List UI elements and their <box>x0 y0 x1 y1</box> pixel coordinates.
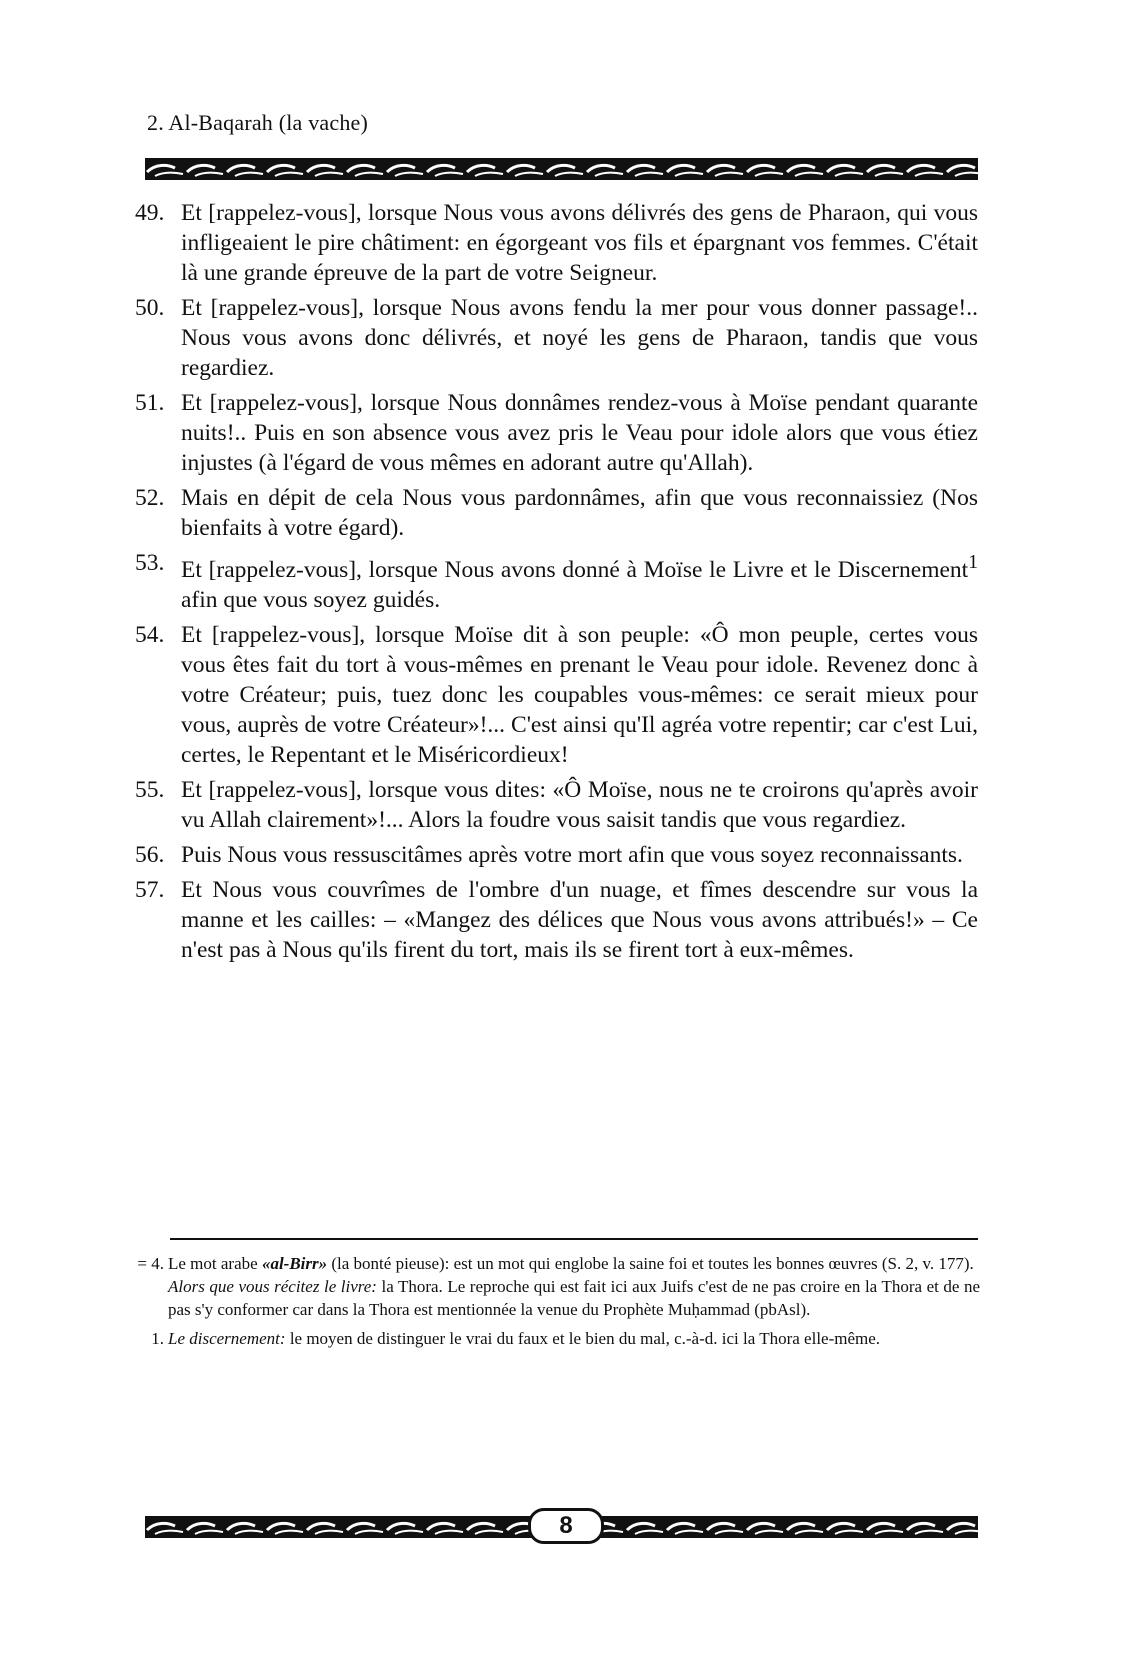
verse-number: 49. <box>135 200 165 226</box>
verse-number: 51. <box>135 390 165 416</box>
verse-text: Et Nous vous couvrîmes de l'ombre d'un nuage, et fîmes descendre sur vous la manne et les cailles: – «Mangez des délices que Nous vous avons attribués!» – Ce n'est pas à Nous qu'ils firent du tort, mais ils se firent tort à eux-mêmes. <box>181 876 978 963</box>
verse <box>135 875 978 965</box>
footnote-term: Le discernement: <box>168 1329 286 1348</box>
footnote-text: le moyen de distinguer le vrai du faux et le bien du mal, c.-à-d. ici la Thora elle-même. <box>285 1329 881 1348</box>
verse-number: 52. <box>135 485 165 511</box>
verse <box>135 483 978 543</box>
verse <box>135 840 978 870</box>
footnote-body <box>168 1327 980 1350</box>
footnote-body <box>168 1252 980 1321</box>
verse <box>135 775 978 835</box>
footnote <box>118 1327 980 1350</box>
verse <box>135 388 978 478</box>
verse <box>135 198 978 288</box>
footnote-marker: = 4. <box>137 1254 164 1273</box>
page-number: 8 <box>528 1508 604 1544</box>
footnote-text: Le mot arabe <box>168 1254 262 1273</box>
ornament-pattern-top <box>145 158 978 180</box>
verse-text: Et [rappelez-vous], lorsque Nous donnâmes rendez-vous à Moïse pendant quarante nuits!.. Puis en son absence vous avez pris le Veau pour idole alors que vous étiez injustes (à l'égard de vous mêmes en adorant autre qu'Allah). <box>181 390 978 476</box>
footnote <box>118 1252 980 1321</box>
footnote-divider <box>170 1238 978 1240</box>
ornamental-band-top <box>145 158 978 180</box>
verse-text-part: afin que vous soyez guidés. <box>181 586 441 613</box>
footnote-term: «al-Birr» <box>261 1254 328 1273</box>
footnote-term: Alors que vous récitez le livre: <box>168 1277 377 1296</box>
verse-number: 57. <box>135 876 165 903</box>
footnote-paragraph <box>168 1275 980 1321</box>
running-head: 2. Al-Baqarah (la vache) <box>147 110 369 135</box>
verse-number: 53. <box>135 550 165 576</box>
footnote-reference: 1 <box>968 552 978 573</box>
footnote-text: (la bonté pieuse): est un mot qui englobe la saine foi et toutes les bonnes œuvres (S. 2, v. 177). <box>327 1254 974 1273</box>
verse-number: 50. <box>135 295 165 321</box>
verse-number: 54. <box>135 621 165 648</box>
verse-text-part: Et [rappelez-vous], lorsque Nous avons donné à Moïse le Livre et le Discernement <box>181 556 969 583</box>
verse <box>135 620 978 770</box>
verse <box>135 548 978 615</box>
verse-text: Et [rappelez-vous], lorsque Nous vous avons délivrés des gens de Pharaon, qui vous infligeaient le pire châtiment: en égorgeant vos fils et épargnant vos femmes. C'était là une grande épreuve de la part de votre Seigneur. <box>181 200 978 286</box>
verse-text: Puis Nous vous ressuscitâmes après votre mort afin que vous soyez reconnaissants. <box>181 841 963 868</box>
verse-number: 56. <box>135 841 165 868</box>
verse-list <box>135 198 978 970</box>
footnote-paragraph <box>168 1252 980 1275</box>
footnote-marker: 1. <box>151 1329 164 1348</box>
footnote-paragraph <box>168 1327 980 1350</box>
verse-text <box>181 548 978 615</box>
verse <box>135 293 978 383</box>
verse-text: Et [rappelez-vous], lorsque Nous avons fendu la mer pour vous donner passage!.. Nous vous avons donc délivrés, et noyé les gens de Pharaon, tandis que vous regardiez. <box>181 295 978 381</box>
verse-number: 55. <box>135 776 165 803</box>
footnotes <box>118 1252 980 1356</box>
verse-text: Mais en dépit de cela Nous vous pardonnâmes, afin que vous reconnaissiez (Nos bienfaits à votre égard). <box>181 485 978 541</box>
verse-text: Et [rappelez-vous], lorsque Moïse dit à son peuple: «Ô mon peuple, certes vous vous êtes fait du tort à vous-mêmes en prenant le Veau pour idole. Revenez donc à votre Créateur; puis, tuez donc les coupables vous-mêmes: ce serait mieux pour vous, auprès de votre Créateur»!... C'est ainsi qu'Il agréa votre repentir; car c'est Lui, certes, le Repentant et le Miséricordieux! <box>181 621 978 768</box>
footnote-text: la Thora. Le reproche qui est fait ici aux Juifs c'est de ne pas croire en la Thora et de ne pas s'y conformer car dans la Thora est mentionnée la venue du Prophète Muḥammad (pbAsl). <box>168 1277 980 1319</box>
verse-text: Et [rappelez-vous], lorsque vous dites: «Ô Moïse, nous ne te croirons qu'après avoir vu Allah clairement»!... Alors la foudre vous saisit tandis que vous regardiez. <box>181 776 978 833</box>
